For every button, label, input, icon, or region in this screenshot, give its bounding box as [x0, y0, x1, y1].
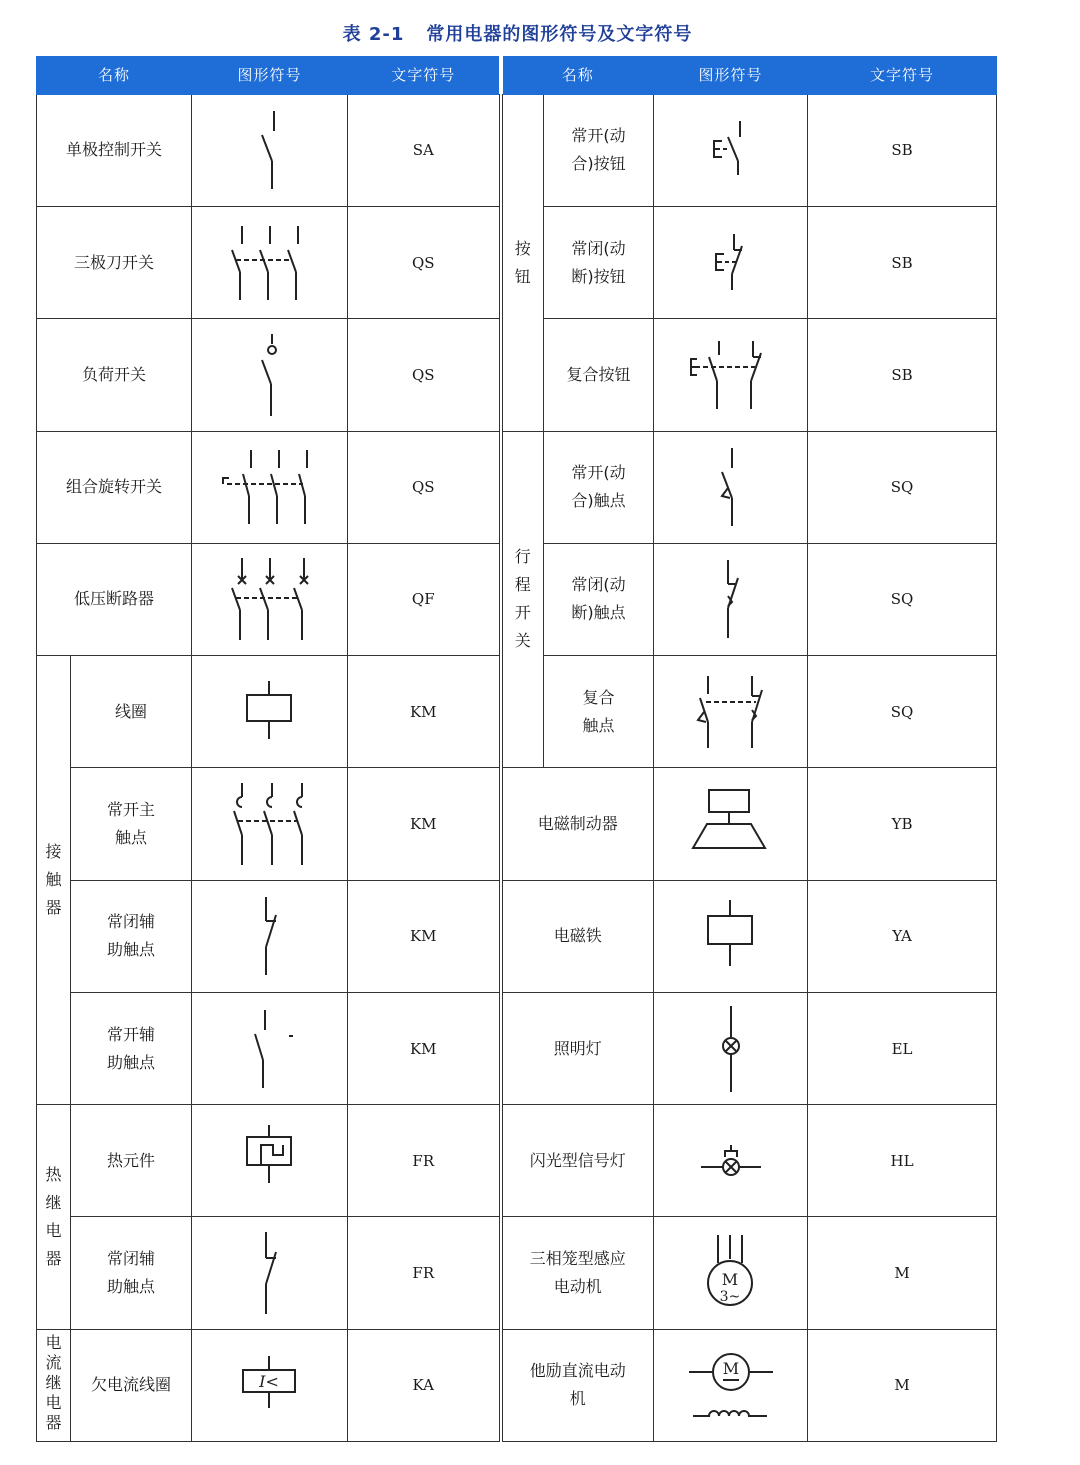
circuit-breaker-icon: [192, 543, 348, 655]
flash-signal-lamp-icon: [654, 1105, 808, 1217]
thermal-element-icon: [192, 1105, 348, 1217]
electromagnetic-brake-icon: [654, 768, 808, 880]
three-pole-knife-switch-icon: [192, 207, 348, 319]
table-row: [37, 992, 997, 1104]
row-name: 三极刀开关: [37, 207, 192, 319]
row-code: EL: [808, 992, 997, 1104]
three-phase-motor-icon: [654, 1217, 808, 1329]
row-code: QS: [348, 207, 501, 319]
normally-closed-button-icon: [654, 207, 808, 319]
nc-aux-contact-icon: [192, 880, 348, 992]
table-row: [37, 1105, 997, 1217]
undercurrent-coil-icon: [192, 1329, 348, 1441]
row-name: 热元件: [71, 1105, 192, 1217]
row-code: SQ: [808, 656, 997, 768]
electromagnet-icon: [654, 880, 808, 992]
row-name: 照明灯: [501, 992, 654, 1104]
row-name: 常开主触点: [71, 768, 192, 880]
header-code-right: 文字符号: [808, 57, 997, 95]
row-name: 常闭(动断)按钮: [544, 207, 654, 319]
row-name: 复合按钮: [544, 319, 654, 431]
header-symbol-right: 图形符号: [654, 57, 808, 95]
row-code: QS: [348, 431, 501, 543]
row-code: KM: [348, 992, 501, 1104]
group-contactor: 接触器: [37, 656, 71, 1105]
row-code: HL: [808, 1105, 997, 1217]
table-row: [37, 94, 997, 206]
row-name: 闪光型信号灯: [501, 1105, 654, 1217]
row-code: YA: [808, 880, 997, 992]
row-code: QF: [348, 543, 501, 655]
row-name: 常开辅助触点: [71, 992, 192, 1104]
row-code: KM: [348, 656, 501, 768]
row-code: YB: [808, 768, 997, 880]
row-code: KA: [348, 1329, 501, 1441]
undercurrent-label: I<: [258, 1372, 279, 1392]
group-current-relay: 电流继电器: [37, 1329, 71, 1441]
table-row: [37, 768, 997, 880]
row-code: SB: [808, 319, 997, 431]
header-symbol-left: 图形符号: [192, 57, 348, 95]
row-name: 常闭辅助触点: [71, 880, 192, 992]
row-name: 复合触点: [544, 656, 654, 768]
single-pole-switch-icon: [192, 94, 348, 206]
header-row: [37, 57, 997, 95]
row-name: 负荷开关: [37, 319, 192, 431]
header-name-left: 名称: [37, 57, 192, 95]
motor-label: M: [721, 1270, 738, 1290]
group-thermal-relay: 热继电器: [37, 1105, 71, 1330]
header-name-right: 名称: [501, 57, 654, 95]
coil-icon: [192, 656, 348, 768]
row-code: M: [808, 1329, 997, 1441]
group-button: 按钮: [501, 94, 544, 431]
row-name: 他励直流电动机: [501, 1329, 654, 1441]
row-name: 常闭(动断)触点: [544, 543, 654, 655]
thermal-nc-contact-icon: [192, 1217, 348, 1329]
row-name: 电磁铁: [501, 880, 654, 992]
row-name: 电磁制动器: [501, 768, 654, 880]
row-code: SQ: [808, 431, 997, 543]
row-code: SA: [348, 94, 501, 206]
normally-open-button-icon: [654, 94, 808, 206]
limit-switch-no-contact-icon: [654, 431, 808, 543]
table-row: [37, 1217, 997, 1329]
limit-switch-nc-contact-icon: [654, 543, 808, 655]
lamp-icon: [654, 992, 808, 1104]
row-code: FR: [348, 1105, 501, 1217]
table-row: [37, 880, 997, 992]
row-code: QS: [348, 319, 501, 431]
group-travel-switch: 行程开关: [501, 431, 544, 768]
row-code: M: [808, 1217, 997, 1329]
dc-motor-label: M: [722, 1359, 739, 1379]
row-name: 组合旋转开关: [37, 431, 192, 543]
row-name: 线圈: [71, 656, 192, 768]
row-code: KM: [348, 880, 501, 992]
row-code: SB: [808, 94, 997, 206]
motor-phase-label: 3~: [719, 1289, 740, 1306]
header-code-left: 文字符号: [348, 57, 501, 95]
row-name: 常闭辅助触点: [71, 1217, 192, 1329]
load-switch-icon: [192, 319, 348, 431]
row-name: 常开(动合)触点: [544, 431, 654, 543]
row-name: 单极控制开关: [37, 94, 192, 206]
table-caption: 常用电器的图形符号及文字符号: [426, 24, 693, 45]
rotary-switch-icon: [192, 431, 348, 543]
compound-button-icon: [654, 319, 808, 431]
row-code: SQ: [808, 543, 997, 655]
row-name: 三相笼型感应电动机: [501, 1217, 654, 1329]
row-code: KM: [348, 768, 501, 880]
row-name: 常开(动合)按钮: [544, 94, 654, 206]
symbol-table: [36, 56, 997, 1442]
table-row: [37, 1329, 997, 1441]
compound-contact-icon: [654, 656, 808, 768]
row-code: SB: [808, 207, 997, 319]
table-title: [0, 20, 1035, 46]
table-number: 表 2-1: [342, 24, 405, 45]
row-code: FR: [348, 1217, 501, 1329]
row-name: 低压断路器: [37, 543, 192, 655]
no-aux-contact-icon: [192, 992, 348, 1104]
main-contact-icon: [192, 768, 348, 880]
dc-motor-icon: [654, 1329, 808, 1441]
row-name: 欠电流线圈: [71, 1329, 192, 1441]
table-row: [37, 431, 997, 543]
